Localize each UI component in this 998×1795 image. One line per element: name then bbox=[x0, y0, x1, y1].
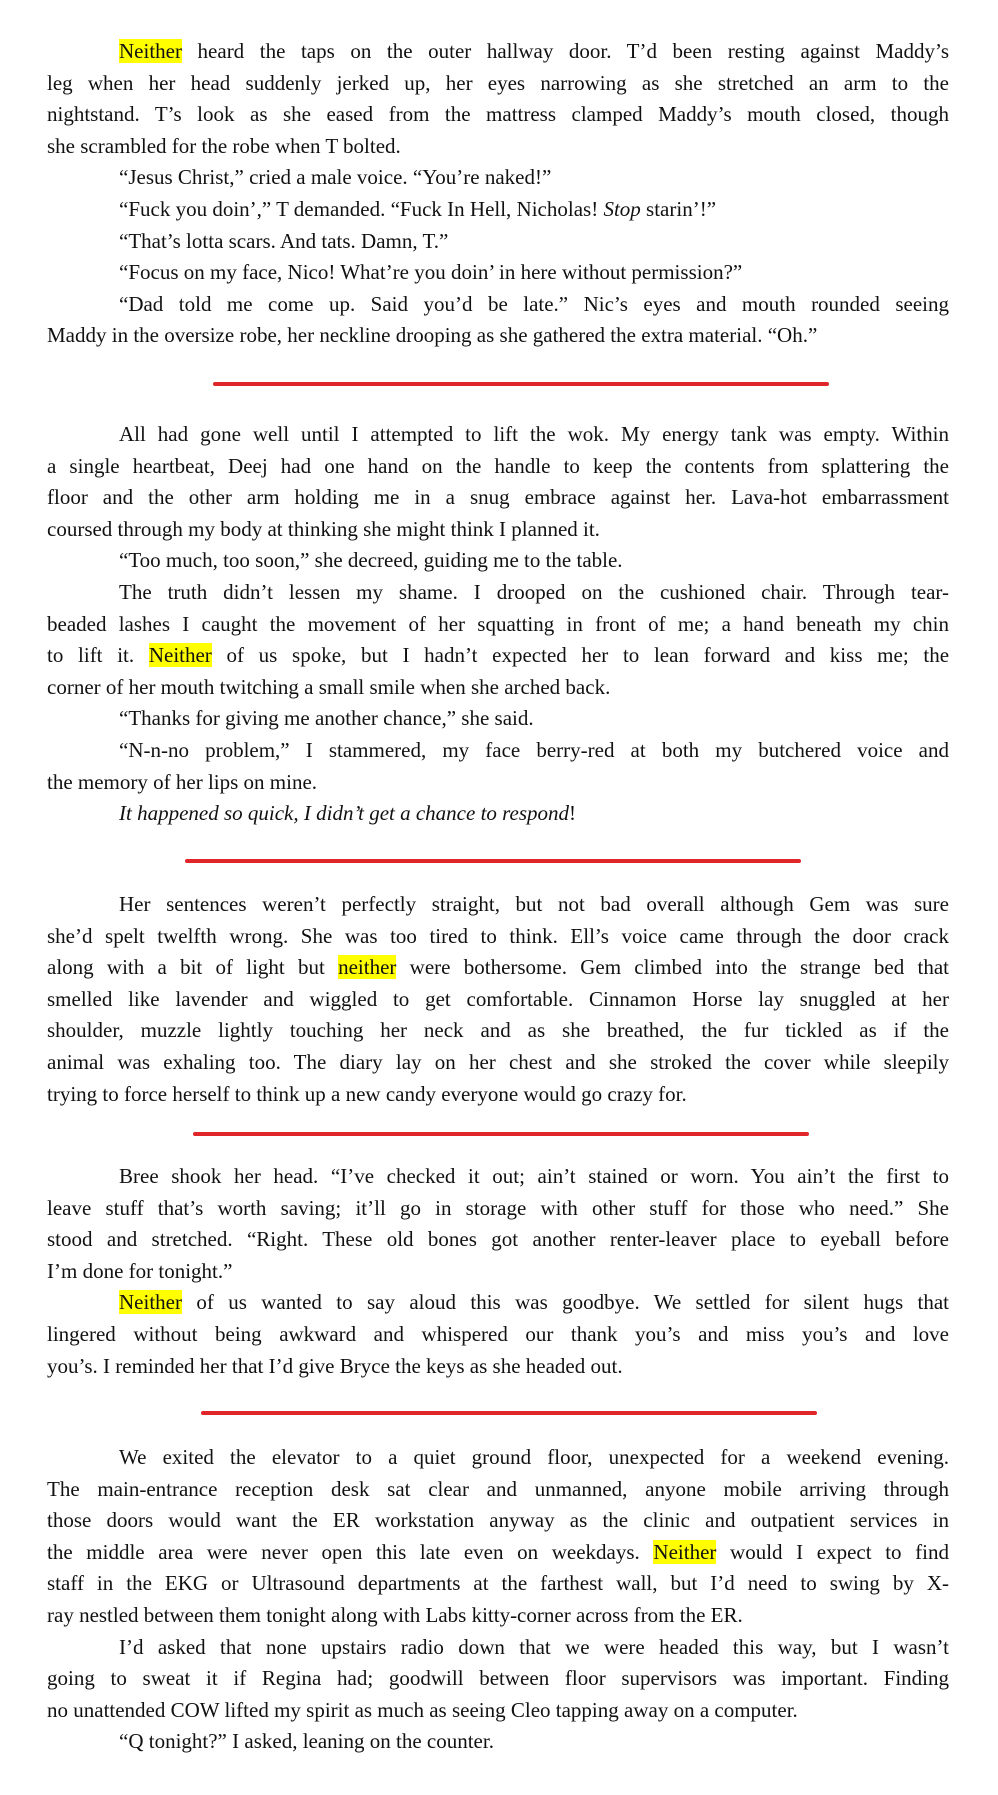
text-run: she’d spelt twelfth wrong. She was too tired to think. Ell’s voice came through the door crack bbox=[47, 923, 949, 948]
text-run: nightstand. T’s look as she eased from the mattress clamped Maddy’s mouth closed, though bbox=[47, 102, 949, 127]
text-line bbox=[47, 451, 949, 483]
text-line bbox=[47, 1537, 949, 1569]
text-line bbox=[47, 1224, 949, 1256]
text-run: trying to force herself to think up a new candy everyone would go crazy for. bbox=[47, 1081, 687, 1106]
text-line bbox=[47, 162, 949, 194]
text-run: lingered without being awkward and whispered our thank you’s and miss you’s and love bbox=[47, 1321, 949, 1346]
text-line bbox=[47, 545, 949, 577]
text-line bbox=[47, 1695, 949, 1727]
excerpt-5 bbox=[47, 1442, 949, 1758]
text-line bbox=[47, 320, 949, 352]
text-run: ray nestled between them tonight along with Labs kitty-corner across from the ER. bbox=[47, 1602, 743, 1627]
text-line bbox=[47, 1568, 949, 1600]
text-run: “Q tonight?” I asked, leaning on the counter. bbox=[119, 1729, 494, 1754]
text-line bbox=[47, 194, 949, 226]
text-line bbox=[47, 1015, 949, 1047]
text-run: the memory of her lips on mine. bbox=[47, 769, 318, 794]
text-run: The main-entrance reception desk sat clear and unmanned, anyone mobile arriving through bbox=[47, 1476, 949, 1501]
text-line bbox=[47, 1442, 949, 1474]
text-line bbox=[47, 735, 949, 767]
text-line bbox=[47, 703, 949, 735]
highlighted-word: Neither bbox=[119, 1290, 182, 1315]
excerpt-2 bbox=[47, 419, 949, 830]
excerpt-1 bbox=[47, 36, 949, 352]
text-run: I’d asked that none upstairs radio down that we were headed this way, but I wasn’t bbox=[119, 1634, 949, 1659]
text-run: “Fuck you doin’,” T demanded. “Fuck In Hell, Nicholas! bbox=[119, 196, 604, 221]
text-run: she scrambled for the robe when T bolted. bbox=[47, 133, 401, 158]
text-run: Her sentences weren’t perfectly straight, but not bad overall although Gem was sure bbox=[119, 892, 949, 916]
text-line bbox=[47, 1319, 949, 1351]
text-run: “Too much, too soon,” she decreed, guiding me to the table. bbox=[119, 548, 623, 573]
excerpt-4 bbox=[47, 1161, 949, 1382]
text-run: coursed through my body at thinking she might think I planned it. bbox=[47, 516, 600, 541]
text-run: “Thanks for giving me another chance,” she said. bbox=[119, 706, 534, 731]
text-line bbox=[47, 1726, 949, 1758]
text-run: smelled like lavender and wiggled to get comfortable. Cinnamon Horse lay snuggled at her bbox=[47, 986, 949, 1011]
text-run: you’s. I reminded her that I’d give Bryce the keys as she headed out. bbox=[47, 1353, 623, 1378]
text-run: no unattended COW lifted my spirit as much as seeing Cleo tapping away on a computer. bbox=[47, 1697, 798, 1722]
text-run: “Jesus Christ,” cried a male voice. “You’re naked!” bbox=[119, 165, 552, 190]
text-line bbox=[47, 984, 949, 1016]
text-run: leave stuff that’s worth saving; it’ll go in storage with other stuff for those who need.” She bbox=[47, 1195, 949, 1220]
text-line bbox=[47, 419, 949, 451]
text-run: staff in the EKG or Ultrasound departments at the farthest wall, but I’d need to swing by X- bbox=[47, 1571, 949, 1596]
highlighted-word: neither bbox=[338, 955, 397, 980]
text-line bbox=[47, 226, 949, 258]
highlighted-word: Neither bbox=[119, 39, 182, 63]
section-divider-3 bbox=[193, 1132, 809, 1136]
text-run: Maddy in the oversize robe, her neckline drooping as she gathered the extra material. “Oh.” bbox=[47, 323, 818, 348]
text-run: “Dad told me come up. Said you’d be late.” Nic’s eyes and mouth rounded seeing bbox=[119, 291, 949, 316]
text-run: We exited the elevator to a quiet ground floor, unexpected for a weekend evening. bbox=[119, 1445, 949, 1469]
text-line bbox=[47, 68, 949, 100]
text-line bbox=[47, 1600, 949, 1632]
text-run: along with a bit of light but bbox=[47, 955, 339, 980]
text-line bbox=[47, 798, 949, 830]
text-line bbox=[47, 1047, 949, 1079]
text-run: starin’!” bbox=[640, 196, 717, 221]
text-run: floor and the other arm holding me in a snug embrace against her. Lava-hot embarrassment bbox=[47, 485, 949, 510]
text-line bbox=[47, 767, 949, 799]
text-line bbox=[47, 1505, 949, 1537]
text-line bbox=[47, 1351, 949, 1383]
text-run: All had gone well until I attempted to lift the wok. My energy tank was empty. Within bbox=[119, 422, 949, 446]
section-divider-2 bbox=[185, 859, 801, 863]
section-divider-1 bbox=[213, 382, 829, 386]
text-line bbox=[47, 1663, 949, 1695]
text-run: animal was exhaling too. The diary lay on her chest and she stroked the cover while sleepily bbox=[47, 1049, 949, 1074]
text-run: “That’s lotta scars. And tats. Damn, T.” bbox=[119, 228, 449, 253]
text-line bbox=[47, 482, 949, 514]
text-line bbox=[47, 289, 949, 321]
text-run: corner of her mouth twitching a small smile when she arched back. bbox=[47, 674, 611, 699]
text-run: ! bbox=[569, 801, 577, 826]
text-line bbox=[47, 609, 949, 641]
text-line bbox=[47, 672, 949, 704]
text-line bbox=[47, 1256, 949, 1288]
excerpt-3 bbox=[47, 889, 949, 1110]
text-run: would I expect to find bbox=[716, 1539, 949, 1564]
highlighted-word: Neither bbox=[653, 1539, 717, 1564]
text-run: of us wanted to say aloud this was goodbye. We settled for silent hugs that bbox=[181, 1290, 949, 1315]
italic-text: It happened so quick, I didn’t get a chance to respond bbox=[119, 801, 570, 826]
text-line bbox=[47, 1287, 949, 1319]
text-line bbox=[47, 889, 949, 921]
text-run: the middle area were never open this late even on weekdays. bbox=[47, 1539, 654, 1564]
section-divider-4 bbox=[201, 1411, 817, 1415]
text-run: beaded lashes I caught the movement of her squatting in front of me; a hand beneath my chin bbox=[47, 611, 949, 636]
text-line bbox=[47, 99, 949, 131]
text-line bbox=[47, 1079, 949, 1111]
text-run: to lift it. bbox=[47, 643, 149, 668]
text-line bbox=[47, 257, 949, 289]
text-line bbox=[47, 1474, 949, 1506]
text-line bbox=[47, 514, 949, 546]
text-line bbox=[47, 1161, 949, 1193]
text-run: I’m done for tonight.” bbox=[47, 1258, 233, 1283]
text-run: shoulder, muzzle lightly touching her neck and as she breathed, the fur tickled as if the bbox=[47, 1018, 949, 1043]
text-run: Bree shook her head. “I’ve checked it out; ain’t stained or worn. You ain’t the first to bbox=[119, 1164, 949, 1188]
text-run: “N-n-no problem,” I stammered, my face berry-red at both my butchered voice and bbox=[119, 737, 949, 762]
text-run: heard the taps on the outer hallway door. T’d been resting against Maddy’s bbox=[181, 39, 949, 63]
text-line bbox=[47, 640, 949, 672]
text-run: The truth didn’t lessen my shame. I drooped on the cushioned chair. Through tear- bbox=[119, 579, 949, 604]
text-line bbox=[47, 952, 949, 984]
text-line bbox=[47, 1193, 949, 1225]
text-run: those doors would want the ER workstation anyway as the clinic and outpatient services in bbox=[47, 1508, 949, 1533]
text-run: a single heartbeat, Deej had one hand on the handle to keep the contents from splattering the bbox=[47, 453, 949, 478]
text-line bbox=[47, 36, 949, 68]
highlighted-word: Neither bbox=[148, 643, 212, 668]
text-run: of us spoke, but I hadn’t expected her to lean forward and kiss me; the bbox=[211, 643, 950, 668]
text-line bbox=[47, 577, 949, 609]
text-line bbox=[47, 131, 949, 163]
text-run: “Focus on my face, Nico! What’re you doin’ in here without permission?” bbox=[119, 260, 743, 285]
text-run: going to sweat it if Regina had; goodwill between floor supervisors was important. Finding bbox=[47, 1666, 949, 1691]
text-line bbox=[47, 1632, 949, 1664]
text-run: leg when her head suddenly jerked up, her eyes narrowing as she stretched an arm to the bbox=[47, 70, 949, 95]
text-line bbox=[47, 921, 949, 953]
text-run: were bothersome. Gem climbed into the strange bed that bbox=[396, 955, 949, 980]
italic-text: Stop bbox=[603, 196, 641, 221]
text-run: stood and stretched. “Right. These old bones got another renter-leaver place to eyeball before bbox=[47, 1227, 949, 1252]
